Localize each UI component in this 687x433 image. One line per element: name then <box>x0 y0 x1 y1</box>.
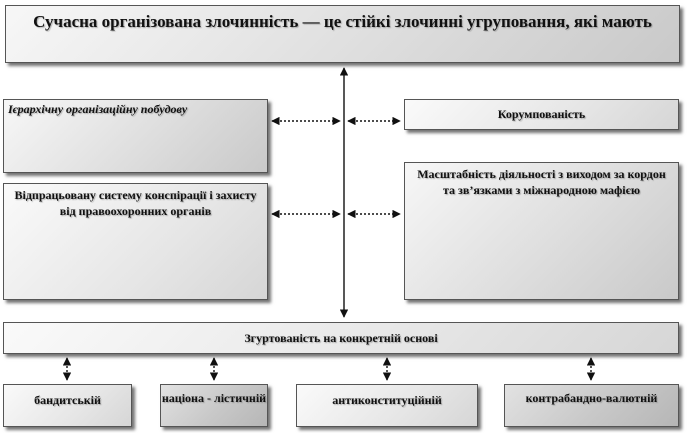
conspiracy-box <box>3 183 268 300</box>
diagram-title: Сучасна організована злочинність — це стійкі злочинні угруповання, які мають <box>33 12 652 31</box>
conspiracy-label: Відпрацьовану систему конспірації і захисту від правоохоронних органів <box>14 188 257 218</box>
anticonstitutional-label: антиконституційній <box>332 393 442 407</box>
corruption-label: Корумпованість <box>497 107 586 121</box>
hierarchy-label: Ієрархічну організаційну побудову <box>8 102 188 116</box>
national-label: націона - лістичній <box>161 391 267 405</box>
hierarchy-box <box>3 99 268 173</box>
scale-label: Масштабність діяльності з виходом за кордон та зв’язками з міжнародною мафією <box>417 167 666 197</box>
anticonstitutional-box <box>296 384 478 427</box>
unity-box <box>3 322 679 354</box>
bandit-box <box>3 384 132 427</box>
contraband-box <box>504 384 679 427</box>
corruption-box <box>404 99 679 130</box>
contraband-label: контрабандно-валютній <box>525 391 658 405</box>
national-box <box>160 384 268 427</box>
unity-label: Згуртованість на конкретній основі <box>244 331 438 345</box>
title-box <box>5 5 680 63</box>
scale-box <box>404 162 679 300</box>
bandit-label: бандитській <box>34 393 101 407</box>
